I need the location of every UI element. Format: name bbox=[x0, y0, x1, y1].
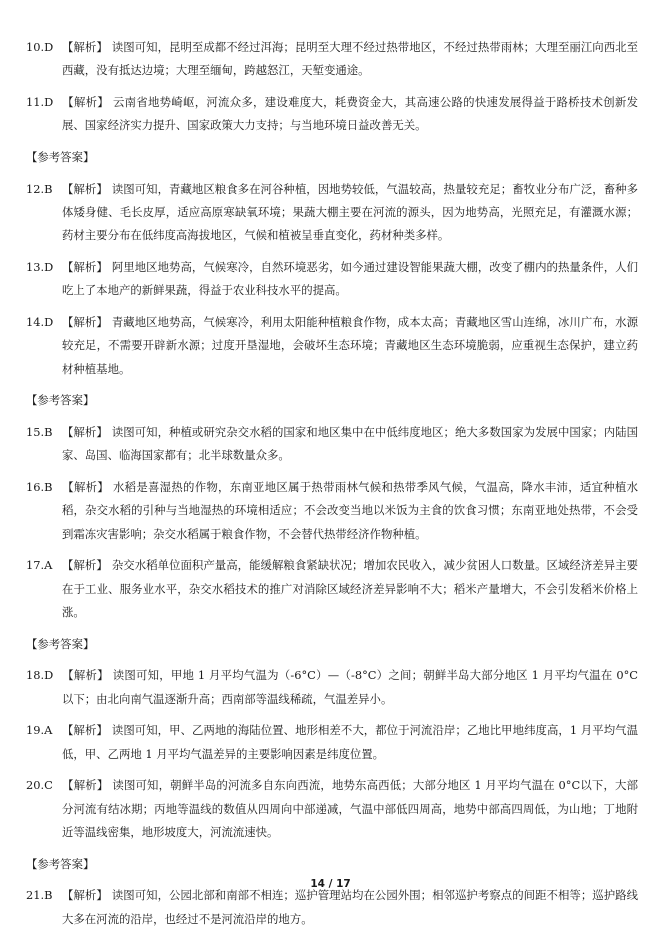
analysis-tag: 【解析】 bbox=[62, 425, 108, 439]
analysis-tag: 【解析】 bbox=[62, 480, 109, 494]
analysis-text: 读图可知，公园北部和南部不相连；巡护管理站均在公园外围；相邻巡护考察点的间距不相等；巡护路线大多在河流的沿岸，也经过不是河流沿岸的地方。 bbox=[62, 888, 638, 926]
analysis-text: 读图可知，昆明至成都不经过洱海；昆明至大理不经过热带地区，不经过热带雨林；大理至丽江向西北至西藏，没有抵达边境；大理至缅甸，跨越怒江，天堑变通途。 bbox=[62, 40, 638, 78]
question-number: 11.D bbox=[26, 95, 54, 109]
analysis-tag: 【解析】 bbox=[62, 723, 108, 738]
question-number: 17.A bbox=[26, 558, 53, 573]
answer-12 bbox=[26, 178, 638, 248]
answer-15 bbox=[26, 421, 638, 468]
question-number: 10.D bbox=[26, 40, 54, 54]
answer-11 bbox=[26, 91, 638, 138]
answer-14 bbox=[26, 311, 638, 381]
question-number: 12.B bbox=[26, 181, 53, 196]
analysis-tag: 【解析】 bbox=[62, 260, 108, 274]
answer-21 bbox=[26, 884, 638, 931]
analysis-text: 青藏地区地势高，气候寒冷，利用太阳能种植粮食作物，成本太高；青藏地区雪山连绵，冰川广布，水源较充足，不需要开辟新水源；过度开垦湿地，会破坏生态环境；青藏地区生态环境脆弱，应重视生态保护，建立药材种植基地。 bbox=[62, 315, 638, 376]
question-number: 16.B bbox=[26, 480, 53, 494]
question-number: 15.B bbox=[26, 425, 53, 439]
answer-20 bbox=[26, 774, 638, 844]
analysis-text: 读图可知，朝鲜半岛的河流多自东向西流，地势东高西低；大部分地区 1 月平均气温在 0°C以下，大部分河流有结冰期；丙地等温线的数值从四周向中部递减，气温中部低四周高，地势中部高四周低，为山地；丁地附近等温线密集，地形坡度大，河流流速快。 bbox=[62, 778, 638, 840]
question-number: 18.D bbox=[26, 668, 54, 683]
reference-answer-heading: 【参考答案】 bbox=[26, 150, 95, 164]
analysis-text: 读图可知，甲地 1 月平均气温为（-6°C）—（-8°C）之间；朝鲜半岛大部分地区 1 月平均气温在 0°C以下；由北向南气温逐渐升高；西南部等温线稀疏，气温差异小。 bbox=[62, 668, 638, 706]
analysis-tag: 【解析】 bbox=[62, 888, 108, 903]
analysis-tag: 【解析】 bbox=[62, 40, 108, 54]
analysis-text: 阿里地区地势高，气候寒冷，自然环境恶劣，如今通过建设智能果蔬大棚，改变了棚内的热量条件，人们吃上了本地产的新鲜果蔬，得益于农业科技水平的提高。 bbox=[62, 260, 638, 298]
answer-10 bbox=[26, 36, 638, 83]
analysis-text: 杂交水稻单位面积产量高，能缓解粮食紧缺状况；增加农民收入，减少贫困人口数量。区域经济差异主要在于工业、服务业水平，杂交水稻技术的推广对消除区域经济差异影响不大；稻米产量增大，不会引发稻米价格上涨。 bbox=[62, 558, 638, 620]
reference-answer-heading: 【参考答案】 bbox=[26, 393, 95, 408]
analysis-text: 云南省地势崎岖，河流众多，建设难度大，耗费资金大，其高速公路的快速发展得益于路桥技术创新发展、国家经济实力提升、国家政策大力支持；与当地环境日益改善无关。 bbox=[62, 95, 638, 133]
answer-17 bbox=[26, 554, 638, 624]
analysis-text: 读图可知，种植或研究杂交水稻的国家和地区集中在中低纬度地区；绝大多数国家为发展中国家；内陆国家、岛国、临海国家都有；北半球数量众多。 bbox=[62, 425, 638, 463]
question-number: 14.D bbox=[26, 315, 54, 329]
analysis-text: 水稻是喜湿热的作物，东南亚地区属于热带雨林气候和热带季风气候，气温高，降水丰沛，适宜种植水稻，杂交水稻的引种与当地湿热的环境相适应；不会改变当地以米饭为主食的饮食习惯；东南亚地处热带，不会受到霜冻灾害影响；杂交水稻属于粮食作物，不会替代热带经济作物种植。 bbox=[62, 480, 638, 541]
answer-16 bbox=[26, 476, 638, 546]
answer-18 bbox=[26, 664, 638, 711]
analysis-tag: 【解析】 bbox=[62, 181, 108, 196]
analysis-tag: 【解析】 bbox=[62, 95, 109, 109]
analysis-tag: 【解析】 bbox=[62, 315, 108, 329]
page-number: 14 / 17 bbox=[310, 878, 351, 890]
answer-13 bbox=[26, 256, 638, 303]
question-number: 19.A bbox=[26, 723, 53, 738]
question-number: 13.D bbox=[26, 260, 54, 274]
answer-content bbox=[26, 36, 638, 939]
analysis-tag: 【解析】 bbox=[62, 558, 108, 573]
question-number: 20.C bbox=[26, 778, 53, 793]
reference-answer-heading: 【参考答案】 bbox=[26, 636, 95, 651]
answer-19 bbox=[26, 719, 638, 766]
reference-answer-heading: 【参考答案】 bbox=[26, 856, 95, 871]
analysis-tag: 【解析】 bbox=[62, 668, 109, 683]
analysis-tag: 【解析】 bbox=[62, 778, 109, 793]
analysis-text: 读图可知，甲、乙两地的海陆位置、地形相差不大，都位于河流沿岸；乙地比甲地纬度高，1 月平均气温低，甲、乙两地 1 月平均气温差异的主要影响因素是纬度位置。 bbox=[62, 723, 638, 761]
analysis-text: 读图可知，青藏地区粮食多在河谷种植，因地势较低，气温较高，热量较充足；畜牧业分布广泛，畜种多体矮身健、毛长皮厚，适应高原寒缺氧环境；果蔬大棚主要在河流的源头，因为地势高，光照充足，有灌溉水源；药材主要分布在低纬度高海拔地区，气候和植被呈垂直变化，药材种类多样。 bbox=[62, 181, 638, 243]
question-number: 21.B bbox=[26, 888, 53, 903]
